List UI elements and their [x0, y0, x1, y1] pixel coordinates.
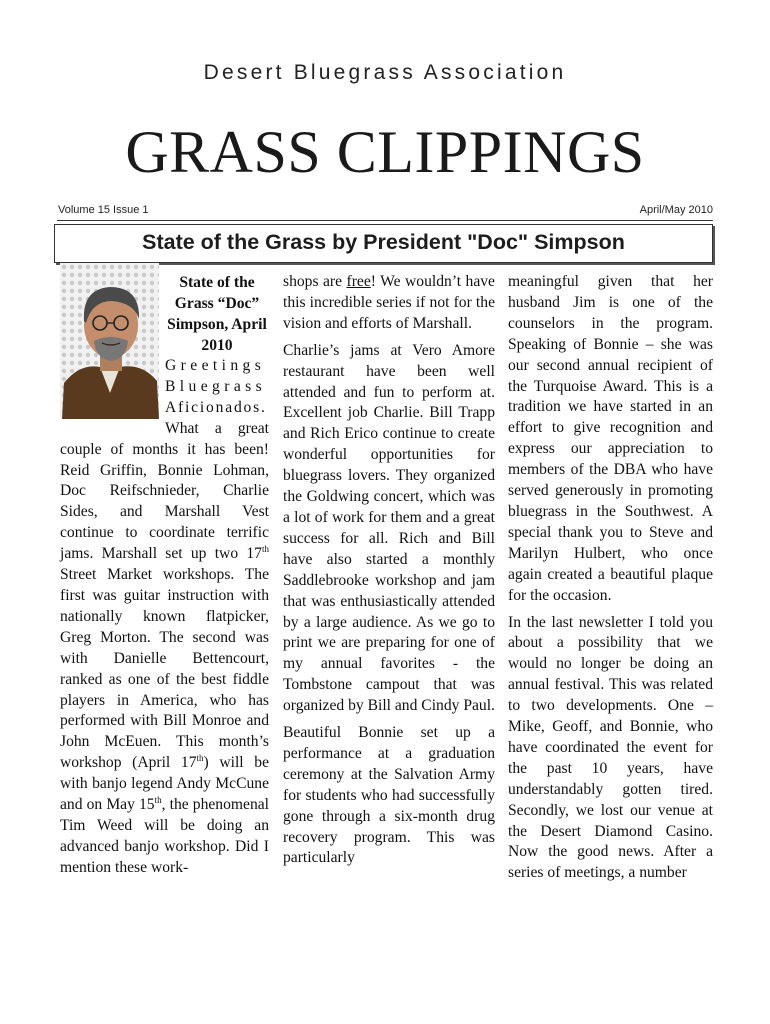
text-segment: ! We wouldn’t have this incredible series if not for the vision and efforts of Marshall. — [283, 273, 495, 332]
author-photo — [60, 263, 159, 419]
ordinal-suffix: th — [261, 543, 269, 554]
column-2-paragraph-1 — [283, 272, 495, 335]
photo-caption: State of the Grass “Doc” Simpson, April 2010 — [167, 274, 267, 354]
greeting-line-2: Bluegrass — [165, 377, 267, 395]
text-segment: , the phenomenal Tim Weed will be doing an advanced banjo workshop. Did I mention these work- — [60, 796, 269, 876]
headline-box — [54, 224, 713, 263]
newsletter-title: GRASS CLIPPINGS — [125, 119, 645, 185]
text-segment: Street Market workshops. The first was guitar instruction with nationally known flatpicker, Greg Morton. The second was with Danielle Bettencourt, ranked as one of the best fiddle players in America, who has performed with Bill Monroe and John McEuen. This month’s workshop (April 17 — [60, 566, 269, 772]
article-column-1 — [60, 272, 269, 885]
text-segment: ) will be with banjo legend Andy McCune and on May 15 — [60, 754, 269, 814]
portrait-image — [60, 263, 159, 419]
header-divider — [57, 220, 713, 221]
text-segment: What a great couple of months it has been! Reid Griffin, Bonnie Lohman, Doc Reifschnieder, Charlie Sides, and Marshall Vest continue to coordinate terrific jams. Marshall set up two 17 — [60, 419, 269, 563]
issue-date: April/May 2010 — [639, 204, 713, 216]
ordinal-suffix: th — [196, 753, 204, 764]
free-emphasis: free — [346, 273, 371, 290]
column-3-paragraph-1: meaningful given that her husband Jim is one of the counselors in the program. Speaking of Bonnie – she was our second annual recipient of the Turquoise Award. This is a tradition we have started in an effort to give recognition and express our appreciation to members of the DBA who have served generously in promoting bluegrass in the Southwest. A special thank you to Steve and Marilyn Hulbert, who once again created a beautiful plaque for the occasion. — [508, 273, 713, 604]
article-column-2 — [283, 272, 495, 875]
column-2-paragraph-3: Beautiful Bonnie set up a performance at a graduation ceremony at the Salvation Army for students who had successfully gone through a six-month drug recovery program. This was particularly — [283, 724, 495, 867]
greeting-line-1: Greetings — [165, 357, 266, 374]
column-2-paragraph-2: Charlie’s jams at Vero Amore restaurant have been well attended and fun to perform at. Excellent job Charlie. Bill Trapp and Rich Erico continue to create wonderful opportunities for bluegrass lovers. They organized the Goldwing concert, which was a lot of work for them and a great success for all. Rich and Bill have also started a monthly Saddlebrooke workshop and jam that was enthusiastically attended by a large audience. As we go to print we are preparing for one of my annual favorites - the Tombstone campout that was organized by Bill and Cindy Paul. — [283, 341, 495, 715]
article-headline: State of the Grass by President "Doc" Simpson — [142, 230, 625, 254]
column-1-paragraph — [60, 419, 269, 879]
column-3-paragraph-2: In the last newsletter I told you about a possibility that we would no longer be doing an annual festival. This was related to two developments. One – Mike, Geoff, and Bonnie, who have coordinated the event for the past 10 years, have understandably gotten tired. Secondly, we lost our venue at the Desert Diamond Casino. Now the good news. After a series of meetings, a number — [508, 613, 713, 882]
volume-issue: Volume 15 Issue 1 — [58, 204, 149, 216]
greeting-line-3: Aficionados. — [165, 398, 267, 416]
text-segment: shops are — [283, 273, 347, 290]
ordinal-suffix: th — [154, 794, 162, 805]
article-column-3 — [508, 272, 713, 890]
association-name: Desert Bluegrass Association — [203, 61, 567, 84]
